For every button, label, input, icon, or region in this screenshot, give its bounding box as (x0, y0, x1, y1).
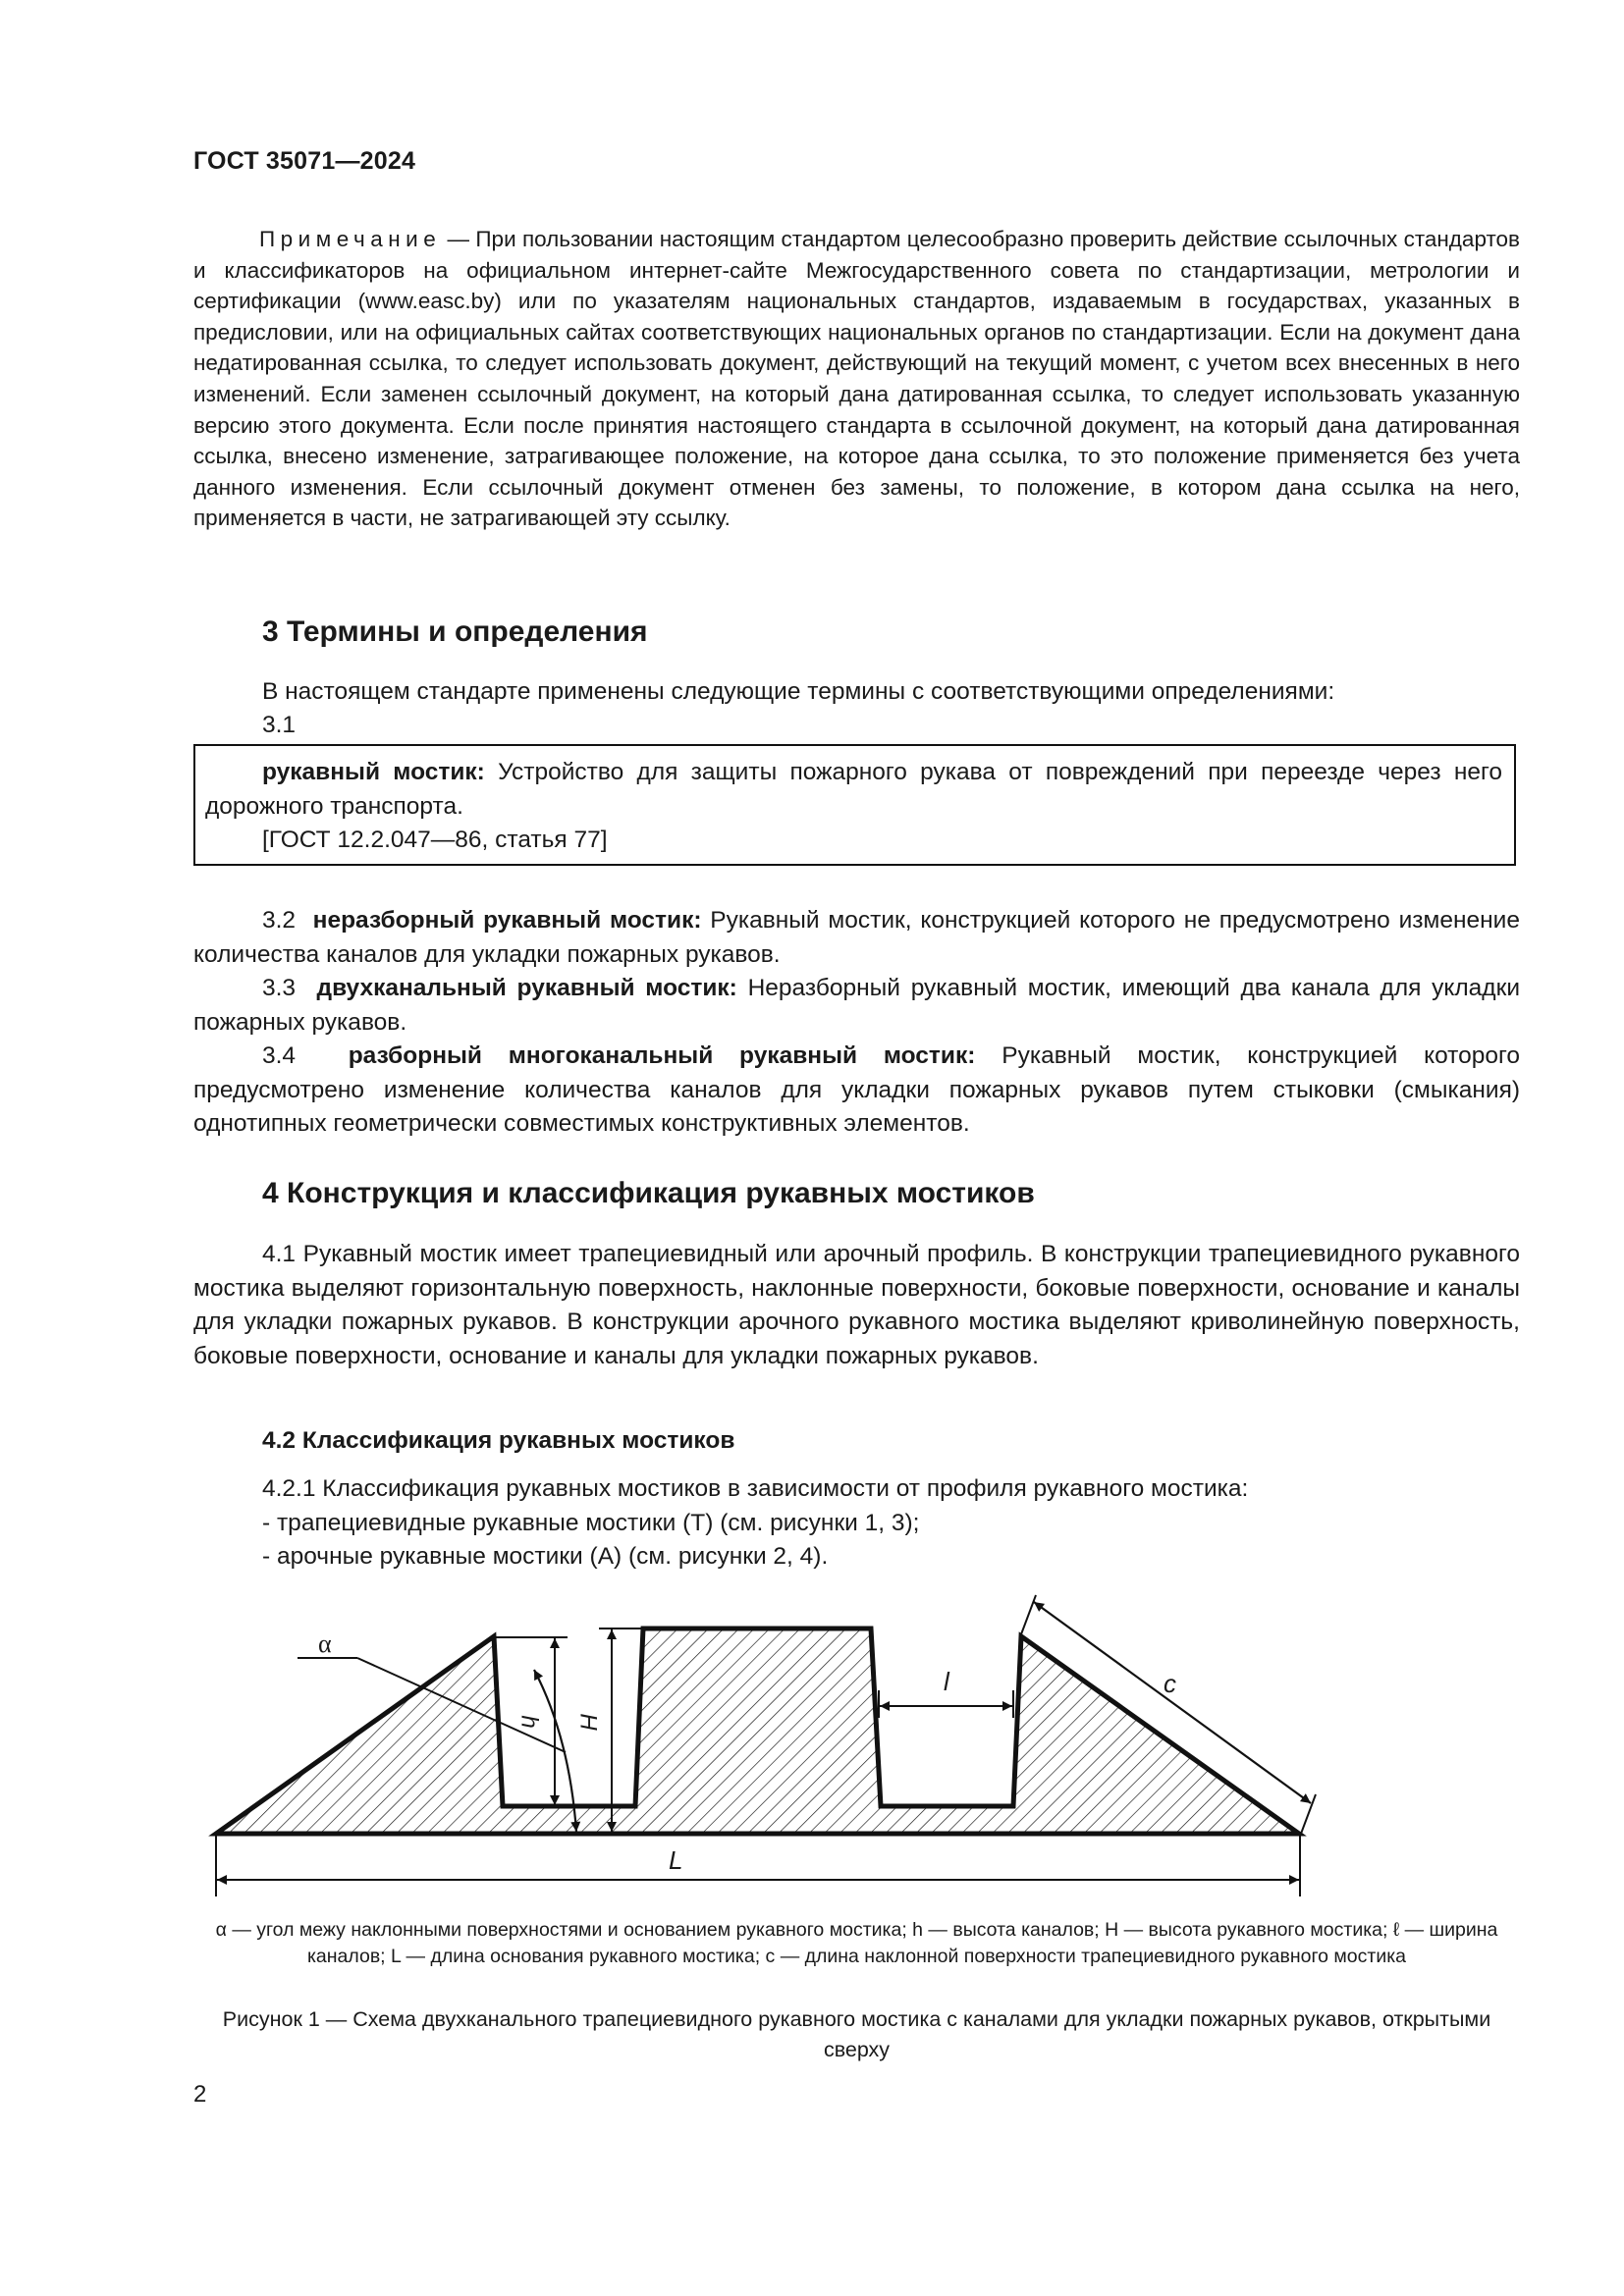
section-3-intro: В настоящем стандарте применены следующие термины с соответствующими определениями: (262, 678, 1335, 705)
subsection-4-2-title: 4.2 Классификация рукавных мостиков (262, 1427, 735, 1454)
label-H: H (574, 1713, 602, 1731)
paragraph-4-1: 4.1 Рукавный мостик имеет трапециевидный или арочный профиль. В конструкции трапециевидного рукавного мостика выделяют горизонтальную поверхность, наклонные поверхности, боковые поверхности, основание и каналы для укладки пожарных рукавов. В конструкции арочного рукавного мостика выделяют криволинейную поверхность, боковые поверхности, основание и каналы для укладки пожарных рукавов. (193, 1241, 1520, 1369)
figure-1-legend: α — угол межу наклонными поверхностями и основанием рукавного мостика; h — высота каналов; H — высота рукавного мостика; ℓ — ширина каналов; L — длина основания рукавного мостика; c — длина наклонной поверхности трапециевидного рукавного мостика (215, 1919, 1498, 1967)
section-3-title: 3 Термины и определения (262, 615, 648, 648)
label-alpha: α (318, 1629, 332, 1658)
term-3-1-term: рукавный мостик: (262, 759, 485, 785)
term-3-2: 3.2 неразборный рукавный мостик: Рукавный мостик, конструкцией которого не предусмотрено изменение количества каналов для укладки пожарных рукавов. (193, 907, 1520, 968)
term-3-2-term: неразборный рукавный мостик: (312, 907, 702, 934)
term-3-4: 3.4 разборный многоканальный рукавный мостик: Рукавный мостик, конструкцией которого предусмотрено изменение количества каналов для укладки пожарных рукавов путем стыковки (смыкания) однотипных геометрически совместимых конструктивных элементов. (193, 1042, 1521, 1137)
term-3-1-definition: рукавный мостик: Устройство для защиты пожарного рукава от повреждений при переезде через него дорожного транспорта. (205, 759, 1502, 820)
label-L: L (669, 1845, 683, 1875)
term-3-3-term: двухканальный рукавный мостик: (316, 975, 737, 1001)
term-3-1-number: 3.1 (262, 712, 297, 738)
term-3-4-term: разборный многоканальный рукавный мостик: (348, 1042, 976, 1069)
figure-1-caption: Рисунок 1 — Схема двухканального трапециевидного рукавного мостика с каналами для укладки пожарных рукавов, открытыми сверху (222, 2007, 1491, 2061)
document-code: ГОСТ 35071—2024 (193, 147, 416, 175)
label-c: c (1164, 1669, 1176, 1698)
term-3-3: 3.3 двухканальный рукавный мостик: Неразборный рукавный мостик, имеющий два канала для укладки пожарных рукавов. (193, 975, 1521, 1036)
term-3-1-source: [ГОСТ 12.2.047—86, статья 77] (262, 827, 608, 853)
section-4-title: 4 Конструкция и классификация рукавных мостиков (262, 1177, 1035, 1209)
list-item-arched: - арочные рукавные мостики (А) (см. рисунки 2, 4). (262, 1543, 829, 1570)
paragraph-4-2-1: 4.2.1 Классификация рукавных мостиков в зависимости от профиля рукавного мостика: - трапециевидные рукавные мостики (Т) (см. рисунки 1, 3); - арочные рукавные мостики (А) (см. рисунки 2, 4). (193, 1472, 1520, 1575)
list-item-trapezoidal: - трапециевидные рукавные мостики (Т) (см. рисунки 1, 3); (262, 1509, 920, 1536)
label-l: l (944, 1667, 949, 1696)
note-text: — При пользовании настоящим стандартом целесообразно проверить действие ссылочных стандартов и классификаторов на официальном интернет-сайте Межгосударственного совета по стандартизации, метрологии и сертификации (www.easc.by) или по указателям национальных стандартов, издаваемым в государствах, указанных в предисловии, или на официальных сайтах соответствующих национальных органов по стандартизации. Если на документ дана недатированная ссылка, то следует использовать документ, действующий на текущий момент, с учетом всех внесенных в него изменений. Если заменен ссылочный документ, на который дана датированная ссылка, то следует использовать указанную версию этого документа. Если после принятия настоящего стандарта в ссылочной документ, на который дана датированная ссылка, внесено изменение, затрагивающее положение, на которое дана ссылка, то это положение применяется без учета данного изменения. Если ссылочный документ отменен без замены, то положение, в котором дана ссылка на него, применяется в части, не затрагивающей эту ссылку. (193, 227, 1520, 531)
bridge-profile (216, 1629, 1299, 1834)
page-number: 2 (193, 2081, 207, 2108)
note-lead: Примечание (259, 227, 442, 251)
label-h: h (515, 1715, 543, 1729)
